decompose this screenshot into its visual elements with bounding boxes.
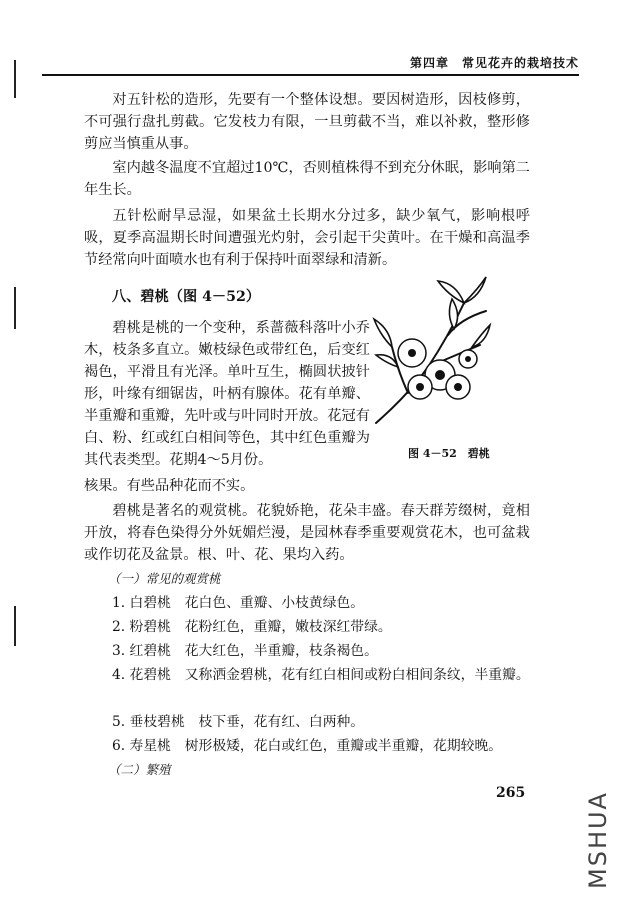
list-item: 5. 垂枝碧桃 枝下垂，花有红、白两种。 (112, 714, 365, 730)
running-header: 第四章 常见花卉的栽培技术 (409, 56, 579, 70)
subsection-title: （二）繁殖 (108, 762, 171, 777)
paragraph: 碧桃是著名的观赏桃。花貌娇艳，花朵丰盛。春天群芳缀树，竟相开放，将春色染得分外妩媚烂漫，是园林春季重要观赏花木，也可盆栽或作切花及盆景。根、叶、花、果均入药。 (84, 503, 530, 563)
margin-bar (14, 287, 16, 329)
list-item: 2. 粉碧桃 花粉红色，重瓣，嫩枝深红带绿。 (112, 619, 392, 635)
list-item: 6. 寿星桃 树形极矮，花白或红色，重瓣或半重瓣，花期较晚。 (112, 738, 503, 754)
subsection-title: （一）常见的观赏桃 (108, 571, 221, 586)
section-title: 八、碧桃（图 4－52） (112, 289, 261, 305)
list-item: 1. 白碧桃 花白色、重瓣、小枝黄绿色。 (112, 595, 365, 611)
margin-bar (14, 60, 16, 98)
paragraph: 对五针松的造形，先要有一个整体设想。要因树造形，因枝修剪，不可强行盘扎剪截。它发枝力有限，一旦剪截不当，难以补救，整形修剪应当慎重从事。 (84, 92, 530, 152)
page-number: 265 (496, 785, 526, 801)
watermark (578, 791, 618, 889)
figure-caption: 图 4－52 碧桃 (408, 447, 490, 460)
peach-blossom-figure (368, 275, 492, 435)
paragraph: 碧桃是桃的一个变种，系蔷薇科落叶小乔木，枝条多直立。嫩枝绿色或带红色，后变红褐色，平滑且有光泽。单叶互生，椭圆状披针形，叶缘有细锯齿，叶柄有腺体。花有单瓣、半重瓣和重瓣，先叶或与叶同时开放。花冠有白、粉、红或红白相间等色，其中红色重瓣为其代表类型。花期4～5月份。 (84, 320, 370, 468)
list-item: 4. 花碧桃 又称洒金碧桃，花有红白相间或粉白相间条纹，半重瓣。 (112, 667, 530, 683)
paragraph: 五针松耐旱忌湿，如果盆土长期水分过多，缺少氧气，影响根呼吸，夏季高温期长时间遭强光灼射，会引起干尖黄叶。在干燥和高温季节经常向叶面喷水也有利于保持叶面翠绿和清新。 (84, 208, 530, 268)
header-rule (42, 74, 579, 76)
watermark-text: MSHUA (584, 791, 613, 889)
paragraph: 室内越冬温度不宜超过10℃，否则植株得不到充分休眠，影响第二年生长。 (84, 160, 530, 198)
peach-blossom-icon (368, 275, 492, 435)
paragraph: 核果。有些品种花而不实。 (84, 478, 255, 494)
list-item: 3. 红碧桃 花大红色，半重瓣，枝条褐色。 (112, 643, 378, 659)
margin-bar (14, 606, 16, 646)
